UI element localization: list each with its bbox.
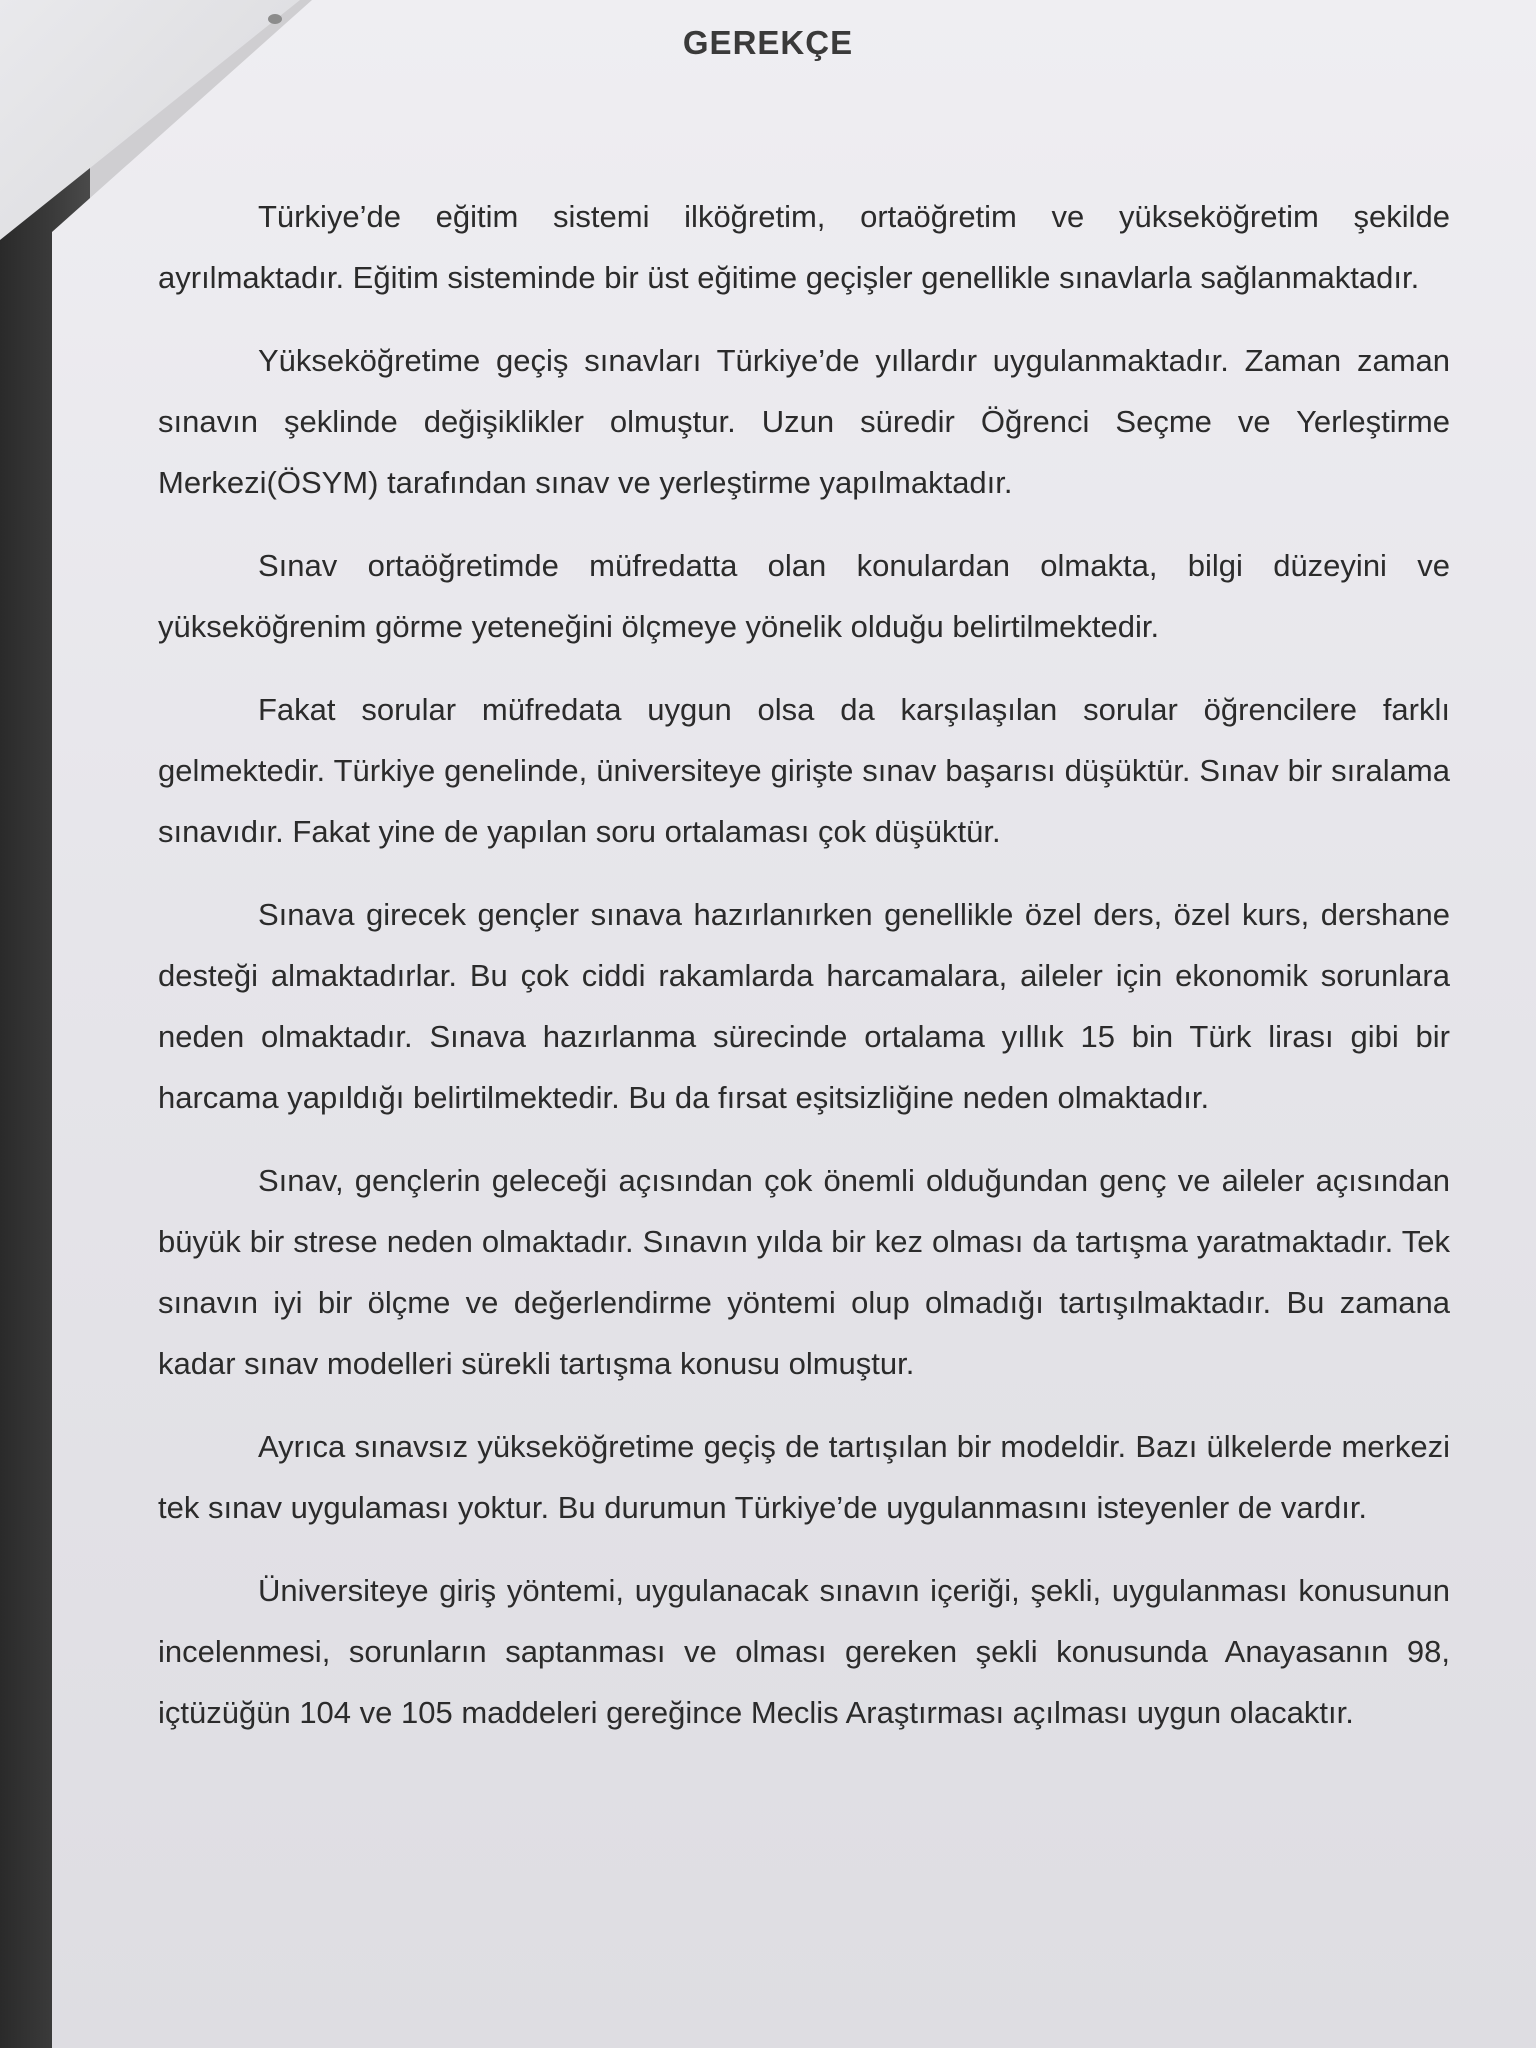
paragraph-8: Üniversiteye giriş yöntemi, uygulanacak sınavın içeriği, şekli, uygulanması konusunun incelenmesi, sorunların saptanması ve olması gereken şekli konusunda Anayasanın 98, içtüzüğün 104 ve 105 maddeleri gereğince Meclis Araştırması açılması uygun olacaktır. xyxy=(158,1573,1450,1730)
paragraph-7: Ayrıca sınavsız yükseköğretime geçiş de tartışılan bir modeldir. Bazı ülkelerde merkezi tek sınav uygulaması yoktur. Bu durumun Türkiye’de uygulanmasını isteyenler de vardır. xyxy=(158,1429,1450,1525)
paragraph-6: Sınav, gençlerin geleceği açısından çok önemli olduğundan genç ve aileler açısından büyük bir strese neden olmaktadır. Sınavın yılda bir kez olması da tartışma yaratmaktadır. Tek sınavın iyi bir ölçme ve değerlendirme yöntemi olup olmadığı tartışılmaktadır. Bu zamana kadar sınav modelleri sürekli tartışma konusu olmuştur. xyxy=(158,1163,1450,1381)
paragraph-1: Türkiye’de eğitim sistemi ilköğretim, ortaöğretim ve yükseköğretim şekilde ayrılmaktadır. Eğitim sisteminde bir üst eğitime geçişler genellikle sınavlarla sağlanmaktadır. xyxy=(158,199,1450,295)
paragraph-5: Sınava girecek gençler sınava hazırlanırken genellikle özel ders, özel kurs, dershane desteği almaktadırlar. Bu çok ciddi rakamlarda harcamalara, aileler için ekonomik sorunlara neden olmaktadır. Sınava hazırlanma sürecinde ortalama yıllık 15 bin Türk lirası gibi bir harcama yapıldığı belirtilmektedir. Bu da fırsat eşitsizliğine neden olmaktadır. xyxy=(158,897,1450,1115)
document-title: GEREKÇE xyxy=(682,24,854,61)
staple-icon xyxy=(268,14,282,24)
document-body xyxy=(158,186,1450,1765)
paragraph-3: Sınav ortaöğretimde müfredatta olan konulardan olmakta, bilgi düzeyini ve yükseköğrenim görme yeteneğini ölçmeye yönelik olduğu belirtilmektedir. xyxy=(158,548,1450,644)
paragraph-2: Yükseköğretime geçiş sınavları Türkiye’de yıllardır uygulanmaktadır. Zaman zaman sınavın şeklinde değişiklikler olmuştur. Uzun süredir Öğrenci Seçme ve Yerleştirme Merkezi(ÖSYM) tarafından sınav ve yerleştirme yapılmaktadır. xyxy=(158,343,1450,500)
paragraph-4: Fakat sorular müfredata uygun olsa da karşılaşılan sorular öğrencilere farklı gelmektedir. Türkiye genelinde, üniversiteye girişte sınav başarısı düşüktür. Sınav bir sıralama sınavıdır. Fakat yine de yapılan soru ortalaması çok düşüktür. xyxy=(158,692,1450,849)
